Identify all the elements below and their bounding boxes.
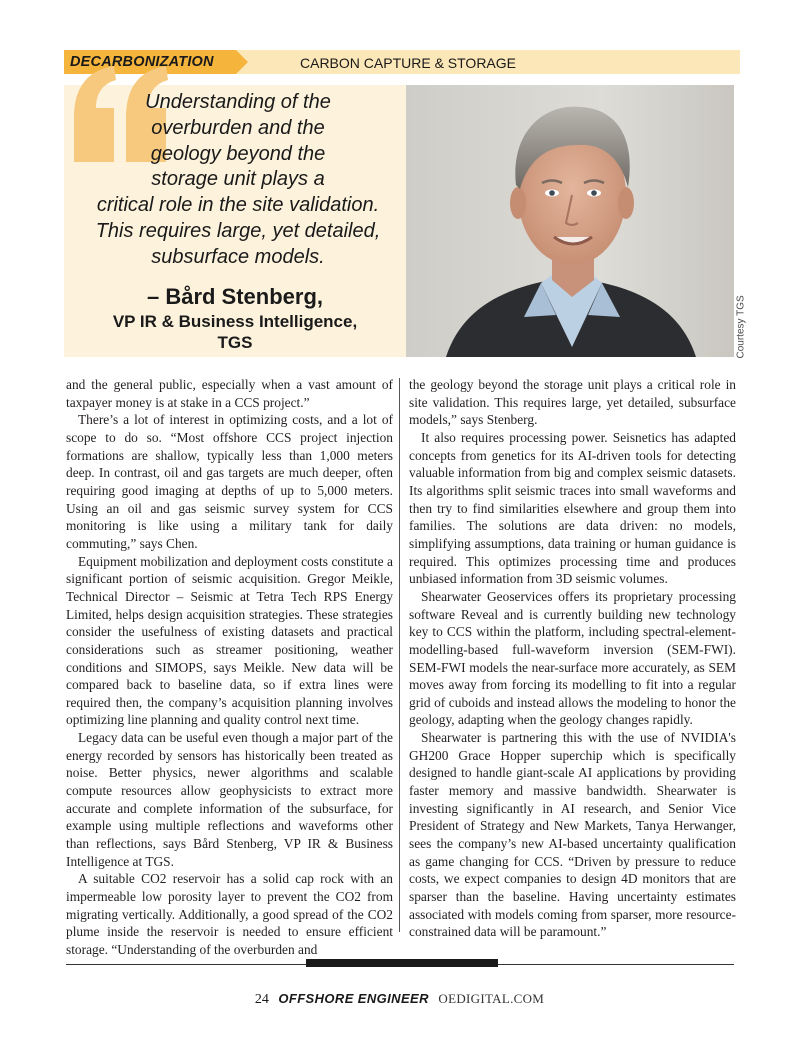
role-line-2: TGS [217, 333, 253, 352]
topic-label: CARBON CAPTURE & STORAGE [300, 55, 517, 71]
article-column-left [66, 376, 393, 959]
quote-attribution-role [64, 311, 406, 353]
quote-attribution-name: – Bård Stenberg, [146, 284, 324, 309]
paragraph: A suitable CO2 reservoir has a solid cap rock with an impermeable low porosity layer to prevent the CO2 from migrating vertically. Additionally, a good spread of the CO2 plume inside the reservoir is needed to ensure efficient storage. “Understanding of the overburden and [66, 871, 393, 957]
photo-credit: Courtesy TGS [735, 295, 747, 359]
website-link[interactable]: OEDIGITAL.COM [438, 991, 545, 1006]
quote-line: This requires large, yet detailed, [95, 219, 381, 242]
quote-line: overburden and the [151, 116, 325, 139]
quote-line: subsurface models. [151, 245, 325, 268]
magazine-title: OFFSHORE ENGINEER [278, 991, 429, 1006]
paragraph: Legacy data can be useful even though a major part of the energy recorded by sensors has historically been treated as noise. Better physics, newer algorithms and scalable compute resources allow geophysicists to extract more accurate and complete information of the subsurface, for example using multiple reflections and waveforms other than reflections, says Bård Stenberg, VP IR & Business Intelligence at TGS. [66, 730, 393, 869]
portrait-photo [406, 85, 734, 357]
paragraph: Shearwater Geoservices offers its proprietary processing software Reveal and is currently building new technology key to CCS within the platform, including spectral-element-modelling-based full-waveform inversion (SEM-FWI). SEM-FWI models the near-surface more accurately, as SEM moves away from forcing its modelling to fit into a regular grid of cuboids and instead allows the modeling to honor the geology, adapting when the geology changes rapidly. [409, 588, 736, 728]
page-footer [0, 990, 799, 1009]
paragraph: the geology beyond the storage unit plays a critical role in site validation. This requires large, yet detailed, subsurface models,” says Stenberg. [409, 377, 736, 428]
quote-line: Understanding of the [145, 91, 331, 113]
quote-line: critical role in the site validation. [96, 194, 380, 217]
role-line-1: VP IR & Business Intelligence, [112, 312, 358, 331]
paragraph: It also requires processing power. Seisnetics has adapted concepts from genetics for its AI-driven tools for detecting valuable information from big and complex seismic datasets. Its algorithms split seismic traces into small waveforms and then try to find similarities elsewhere and group them into families. The solutions are data driven: no models, simplifying assumptions, data training or human guidance is required. This optimizes processing time and produces unbiased information from 3D seismic volumes. [409, 429, 736, 587]
quote-line: geology beyond the [150, 142, 326, 165]
article-column-right [409, 376, 736, 941]
section-label: DECARBONIZATION [64, 50, 236, 74]
paragraph: and the general public, especially when a vast amount of taxpayer money is at stake in a CCS project.” [66, 377, 393, 410]
paragraph: Equipment mobilization and deployment costs constitute a significant portion of seismic acquisition. Gregor Meikle, Technical Director – Seismic at Tetra Tech RPS Energy Limited, helps design acquisition strategies. These strategies consider the usefulness of existing datasets and practical considerations such as streamer positioning, weather conditions and SIMOPS, says Meikle. New data will be compared back to baseline data, so if extra lines were required then, the company’s acquisition planning involves optimizing line planning and quality control next time. [66, 553, 393, 728]
page-number: 24 [254, 992, 269, 1007]
banner-arrow-icon [236, 50, 248, 74]
paragraph: Shearwater is partnering this with the use of NVIDIA's GH200 Grace Hopper superchip which is specifically designed to handle giant-scale AI applications by providing faster memory and massive bandwidth. Shearwater is investing significantly in AI research, and Senior Vice President of Strategy and New Markets, Tanya Herwanger, sees the company’s new AI-based uncertainty qualification as game changing for CCS. “Driven by pressure to reduce costs, we expect companies to design 4D monitors that are sparser than the baseline. Having uncertainty estimates associated with models coming from sparser, more resource-constrained data will be paramount.” [409, 730, 736, 940]
pull-quote-text [72, 90, 404, 271]
paragraph: There’s a lot of interest in optimizing costs, and a lot of scope to do so. “Most offshore CCS project injection formations are shallow, typically less than 1,000 meters deep. In contrast, oil and gas targets are much deeper, often requiring good imaging at depths of up to 5,000 meters. Using an oil and gas seismic survey system for CCS monitoring is like using a military tank for daily commuting,” says Chen. [66, 412, 393, 551]
column-divider [399, 378, 400, 932]
portrait-illustration [406, 85, 734, 357]
quote-line: storage unit plays a [151, 168, 325, 191]
footer-bar [306, 959, 498, 967]
